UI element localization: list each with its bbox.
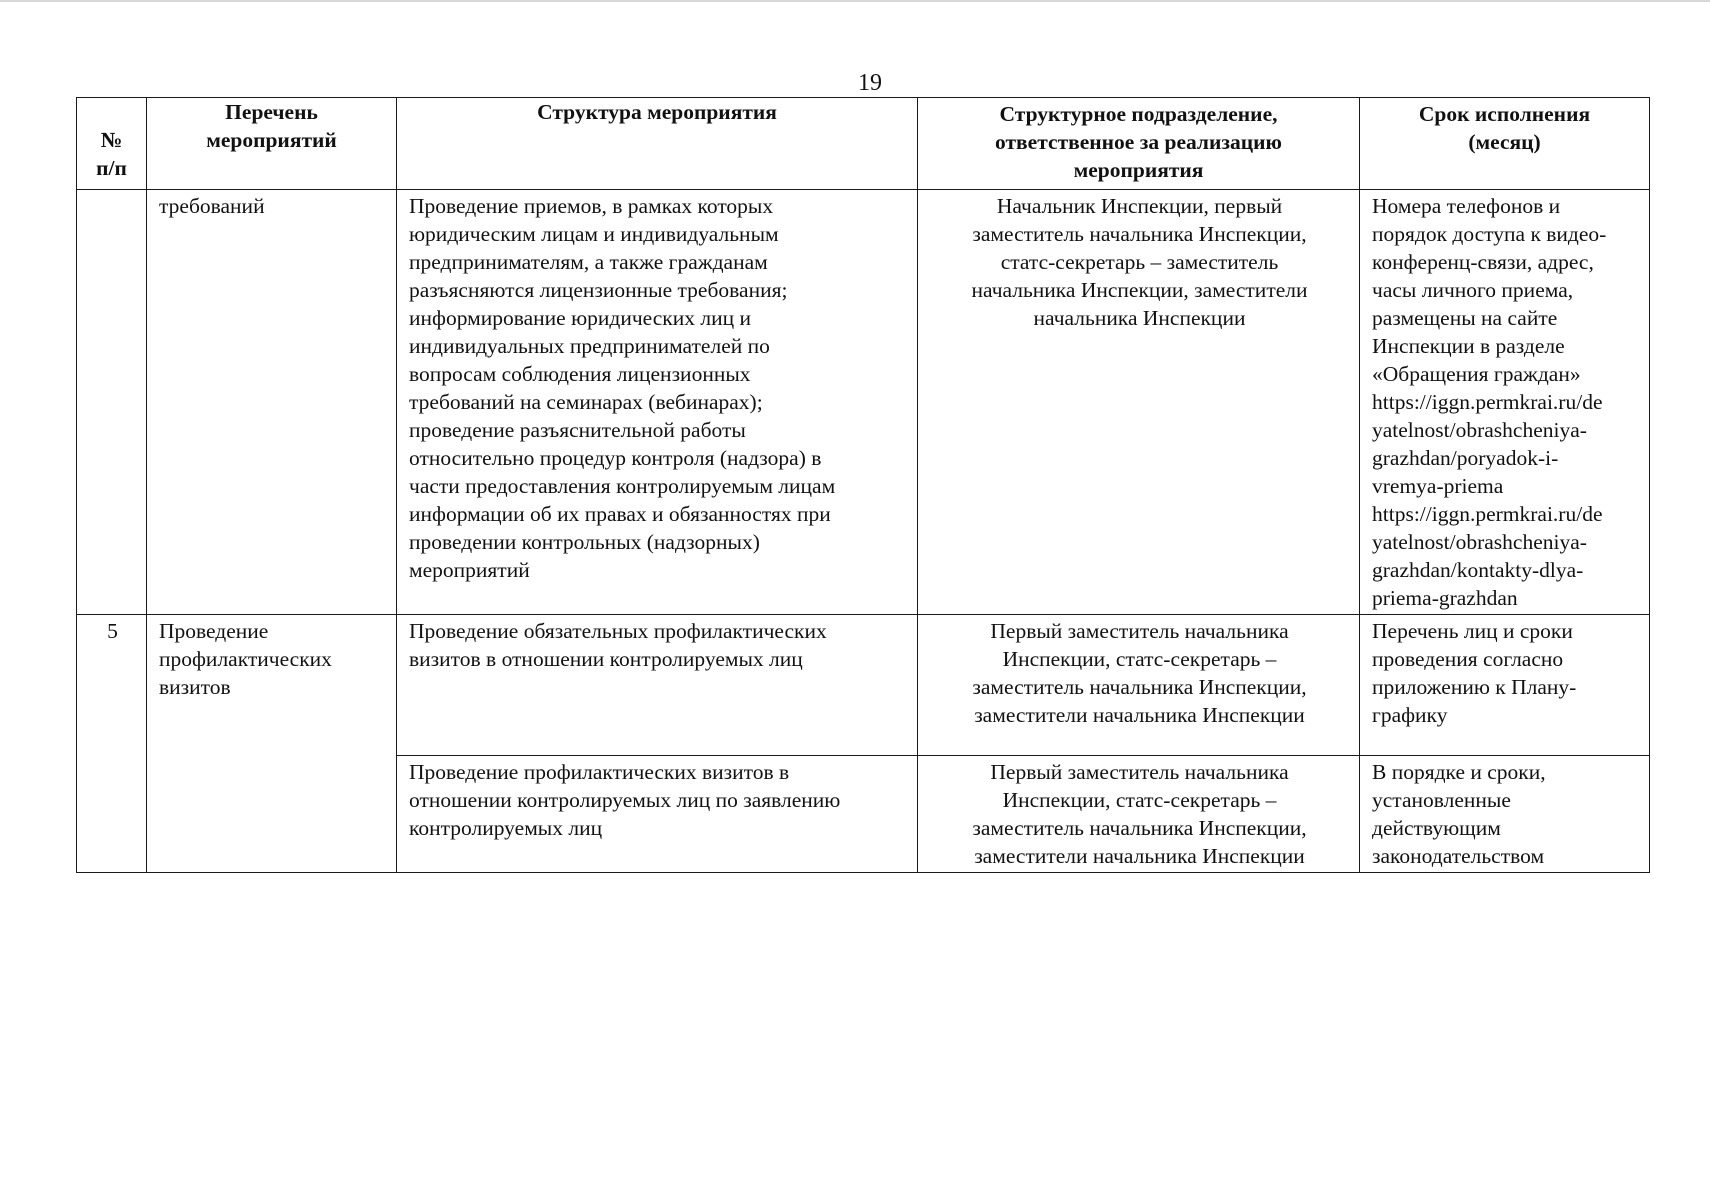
cell-line: Начальник Инспекции, первый bbox=[996, 194, 1283, 218]
cell-line: заместители начальника Инспекции bbox=[974, 844, 1305, 868]
cell-line: индивидуальных предпринимателей по bbox=[409, 334, 770, 358]
cell-term bbox=[1360, 756, 1650, 873]
cell-line: графику bbox=[1372, 703, 1448, 727]
cell-list bbox=[147, 615, 397, 873]
cell-line: Проведение обязательных профилактических bbox=[409, 619, 827, 643]
cell-line: мероприятий bbox=[409, 558, 530, 582]
cell-responsible bbox=[918, 615, 1360, 756]
header-responsible bbox=[918, 98, 1360, 190]
website-link-line[interactable]: yatelnost/obrashcheniya- bbox=[1372, 418, 1587, 442]
cell-line: В порядке и сроки, bbox=[1372, 760, 1546, 784]
cell-num-text bbox=[77, 190, 146, 194]
website-link-line[interactable]: grazhdan/poryadok-i- bbox=[1372, 446, 1559, 470]
cell-line: «Обращения граждан» bbox=[1372, 362, 1581, 386]
header-list-line: Перечень bbox=[225, 100, 318, 124]
website-link-line[interactable]: vremya-priema bbox=[1372, 474, 1504, 498]
website-link-line[interactable]: yatelnost/obrashcheniya- bbox=[1372, 530, 1587, 554]
cell-responsible bbox=[918, 190, 1360, 615]
cell-line: разъясняются лицензионные требования; bbox=[409, 278, 788, 302]
website-link-line[interactable]: https://iggn.permkrai.ru/de bbox=[1372, 502, 1603, 526]
scan-top-edge bbox=[0, 0, 1710, 2]
cell-num bbox=[77, 615, 147, 873]
header-list bbox=[147, 98, 397, 190]
cell-line: размещены на сайте bbox=[1372, 306, 1558, 330]
cell-line: Проведение приемов, в рамках которых bbox=[409, 194, 774, 218]
cell-line: визитов в отношении контролируемых лиц bbox=[409, 647, 803, 671]
table-header-row bbox=[77, 98, 1650, 190]
header-term bbox=[1360, 98, 1650, 190]
cell-line: заместители начальника Инспекции bbox=[974, 703, 1305, 727]
header-responsible-line: мероприятия bbox=[1073, 158, 1204, 182]
cell-list bbox=[147, 190, 397, 615]
cell-line: заместитель начальника Инспекции, bbox=[972, 816, 1307, 840]
cell-line: контролируемых лиц bbox=[409, 816, 603, 840]
cell-line: профилактических bbox=[159, 647, 332, 671]
cell-term bbox=[1360, 190, 1650, 615]
cell-line: статс-секретарь – заместитель bbox=[1000, 250, 1279, 274]
cell-structure bbox=[397, 756, 918, 873]
cell-line: проведения согласно bbox=[1372, 647, 1564, 671]
cell-line: информации об их правах и обязанностях при bbox=[409, 502, 831, 526]
cell-line: установленные bbox=[1372, 788, 1511, 812]
cell-line: предпринимателям, а также гражданам bbox=[409, 250, 768, 274]
cell-line: порядок доступа к видео- bbox=[1372, 222, 1607, 246]
cell-line: законодательством bbox=[1372, 844, 1545, 868]
cell-line: Первый заместитель начальника bbox=[990, 760, 1289, 784]
cell-structure bbox=[397, 615, 918, 756]
header-list-line: мероприятий bbox=[206, 128, 337, 152]
cell-line: Проведение профилактических визитов в bbox=[409, 760, 790, 784]
cell-line: информирование юридических лиц и bbox=[409, 306, 751, 330]
cell-num bbox=[77, 190, 147, 615]
header-num-line: п/п bbox=[96, 156, 127, 180]
cell-responsible bbox=[918, 756, 1360, 873]
cell-line: части предоставления контролируемым лицам bbox=[409, 474, 836, 498]
cell-line: проведение разъяснительной работы bbox=[409, 418, 746, 442]
cell-line: приложению к Плану- bbox=[1372, 675, 1577, 699]
cell-line: часы личного приема, bbox=[1372, 278, 1574, 302]
table-row bbox=[77, 190, 1650, 615]
header-responsible-line: ответственное за реализацию bbox=[995, 130, 1282, 154]
cell-line: юридическим лицам и индивидуальным bbox=[409, 222, 779, 246]
cell-line: Первый заместитель начальника bbox=[990, 619, 1289, 643]
header-num-line: № bbox=[100, 128, 123, 152]
cell-line: проведении контрольных (надзорных) bbox=[409, 530, 760, 554]
header-structure bbox=[397, 98, 918, 190]
cell-line: Номера телефонов и bbox=[1372, 194, 1561, 218]
table-row bbox=[77, 615, 1650, 756]
activities-table bbox=[76, 97, 1650, 873]
cell-line: отношении контролируемых лиц по заявлению bbox=[409, 788, 841, 812]
cell-line: Инспекции в разделе bbox=[1372, 334, 1565, 358]
cell-line: Инспекции, статс-секретарь – bbox=[1002, 647, 1277, 671]
header-structure-text: Структура мероприятия bbox=[537, 100, 777, 124]
cell-term bbox=[1360, 615, 1650, 756]
cell-line: требований на семинарах (вебинарах); bbox=[409, 390, 763, 414]
page-number: 19 bbox=[858, 70, 882, 96]
website-link-line[interactable]: priema-grazhdan bbox=[1372, 586, 1518, 610]
cell-line: визитов bbox=[159, 675, 231, 699]
cell-line: Проведение bbox=[159, 619, 269, 643]
header-num bbox=[77, 98, 147, 190]
cell-line: относительно процедур контроля (надзора) в bbox=[409, 446, 822, 470]
website-link-line[interactable]: https://iggn.permkrai.ru/de bbox=[1372, 390, 1603, 414]
cell-line: вопросам соблюдения лицензионных bbox=[409, 362, 751, 386]
cell-line: заместитель начальника Инспекции, bbox=[972, 222, 1307, 246]
cell-line: действующим bbox=[1372, 816, 1501, 840]
cell-list-text: требований bbox=[159, 194, 265, 218]
cell-line: конференц-связи, адрес, bbox=[1372, 250, 1594, 274]
cell-structure bbox=[397, 190, 918, 615]
header-responsible-line: Структурное подразделение, bbox=[999, 102, 1278, 126]
header-term-line: (месяц) bbox=[1468, 130, 1541, 154]
cell-line: заместитель начальника Инспекции, bbox=[972, 675, 1307, 699]
website-link-line[interactable]: grazhdan/kontakty-dlya- bbox=[1372, 558, 1584, 582]
cell-line: Инспекции, статс-секретарь – bbox=[1002, 788, 1277, 812]
cell-line: начальника Инспекции bbox=[1033, 306, 1246, 330]
header-term-line: Срок исполнения bbox=[1418, 102, 1591, 126]
cell-num-text: 5 bbox=[107, 619, 118, 643]
cell-line: Перечень лиц и сроки bbox=[1372, 619, 1573, 643]
cell-line: начальника Инспекции, заместители bbox=[971, 278, 1308, 302]
